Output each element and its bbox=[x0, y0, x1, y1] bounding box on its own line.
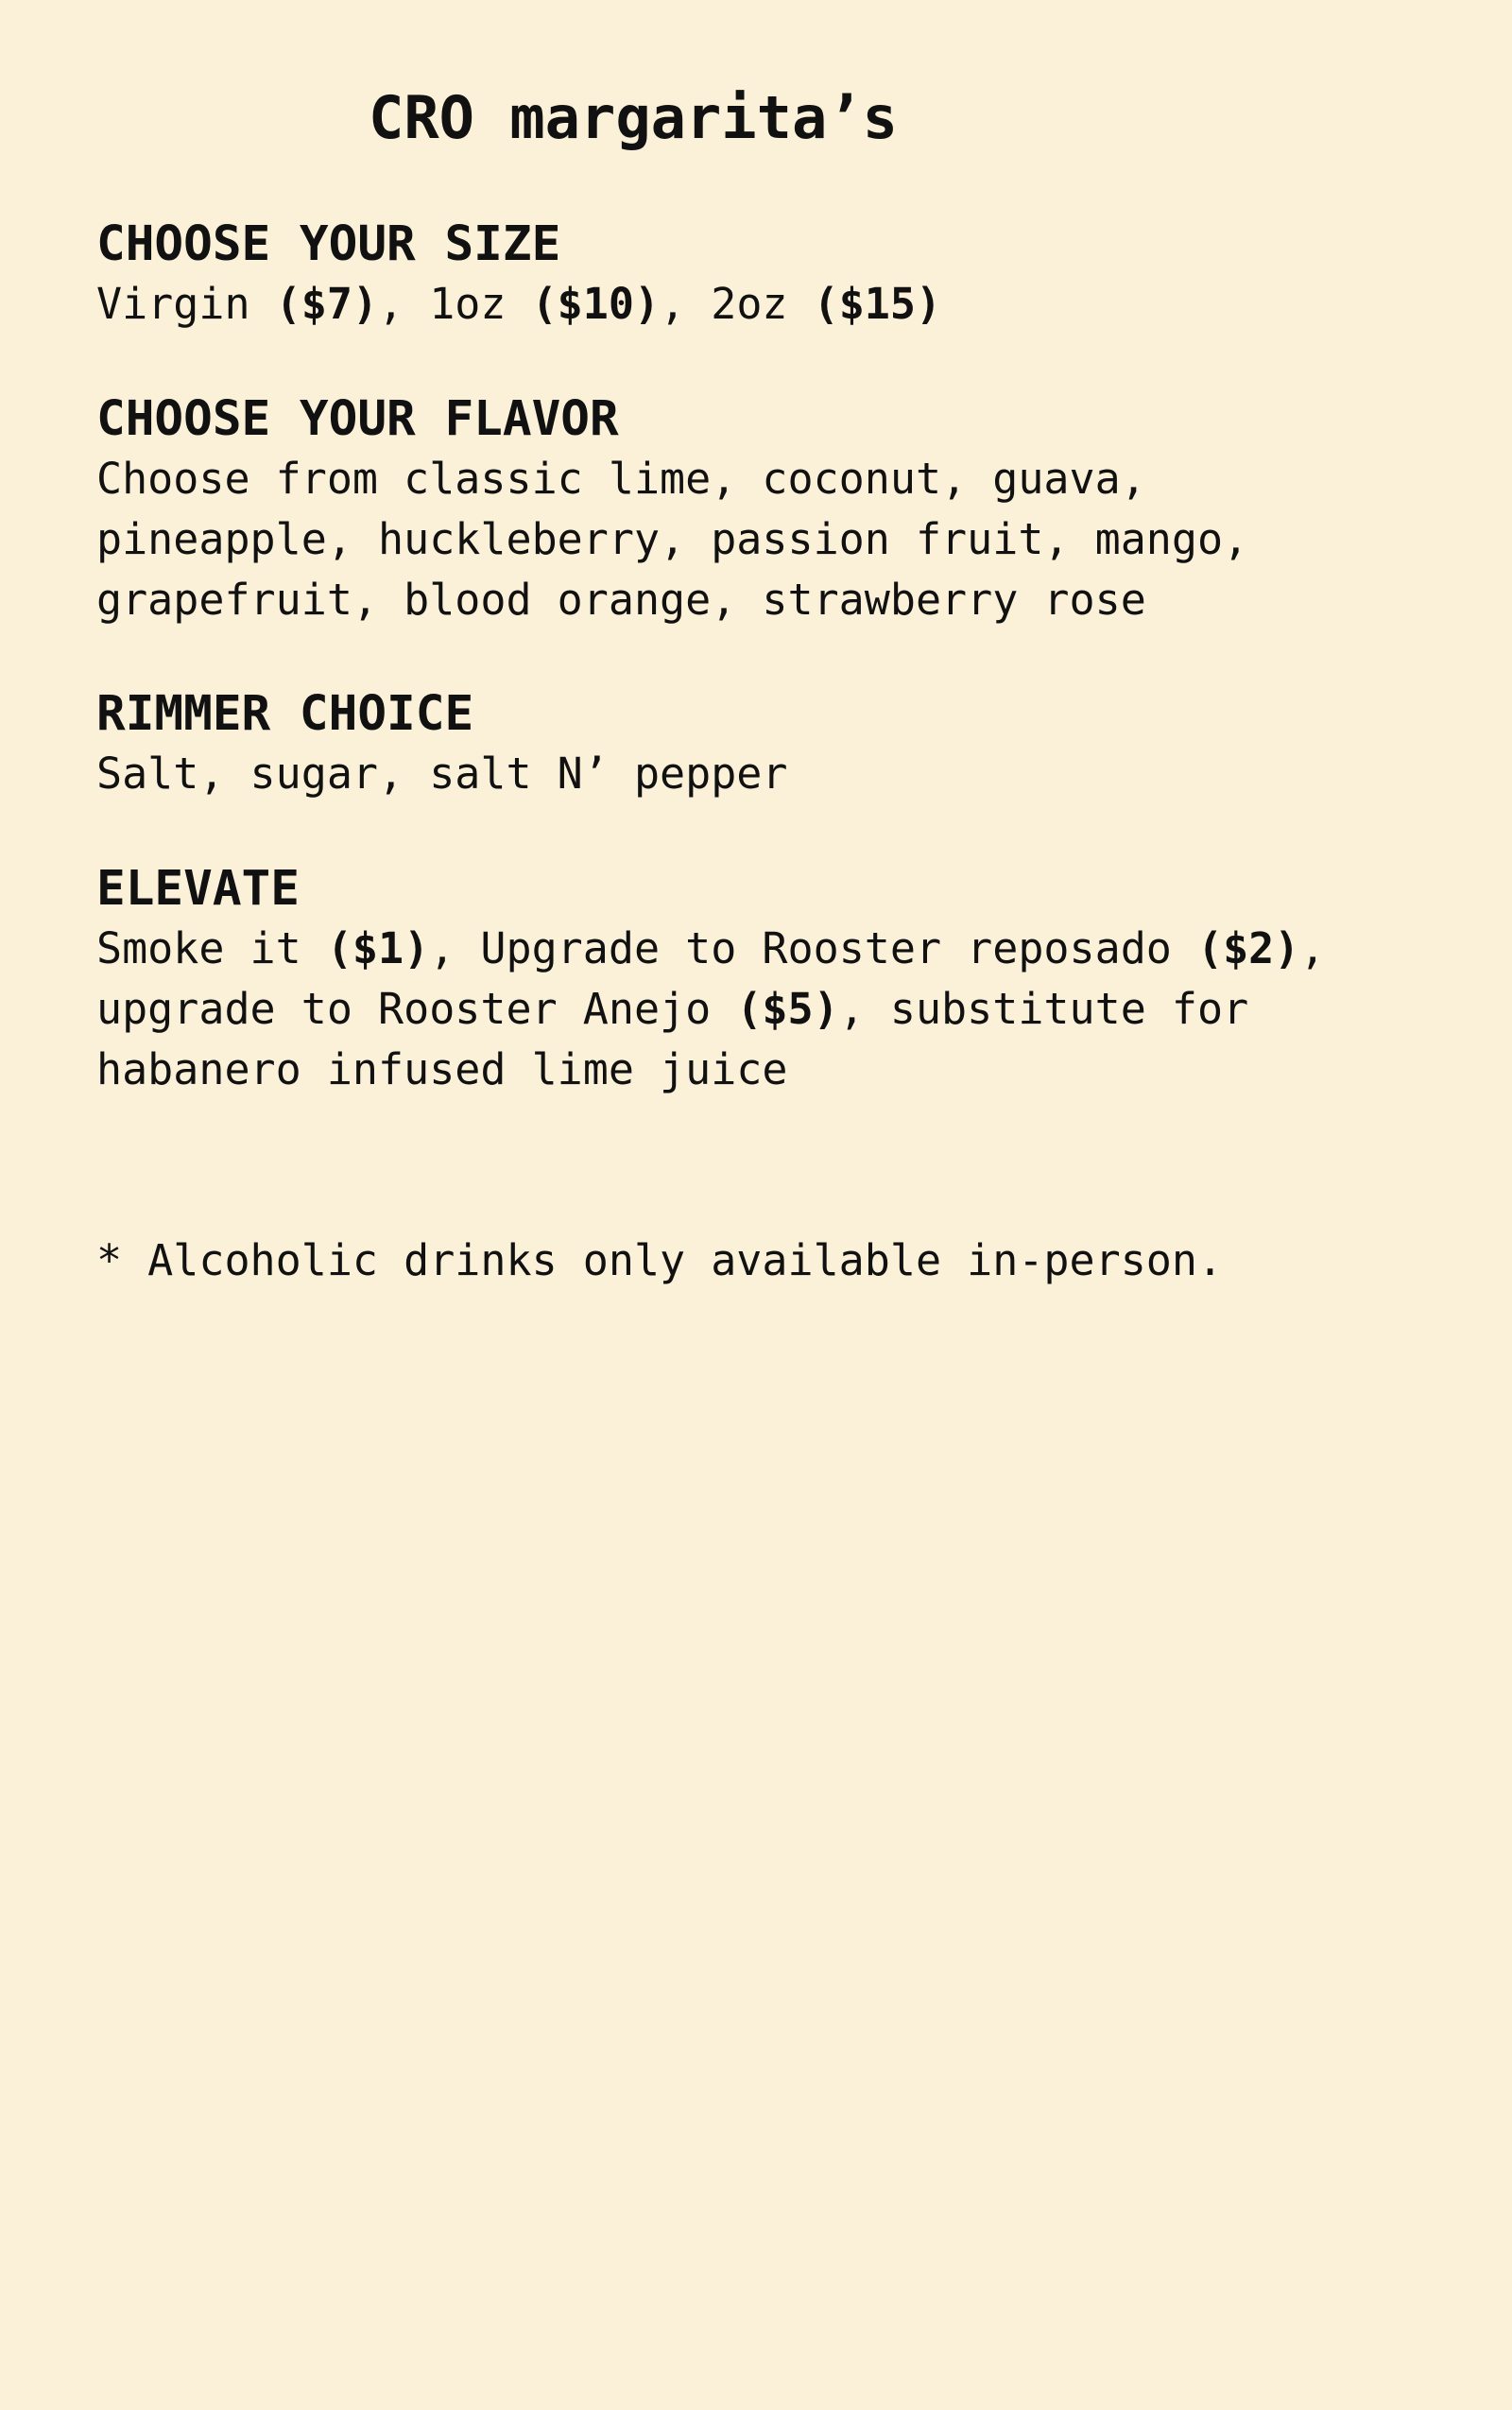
elevate-section bbox=[96, 860, 1325, 1100]
flavor-section bbox=[96, 390, 1248, 630]
elevate-price: ($1) bbox=[326, 923, 430, 973]
elevate-line bbox=[96, 979, 1325, 1040]
elevate-text: upgrade to Rooster Anejo bbox=[96, 984, 737, 1034]
size-option-price: ($7) bbox=[275, 279, 379, 329]
menu-title: CRO margarita’s bbox=[369, 83, 898, 152]
size-heading: CHOOSE YOUR SIZE bbox=[96, 216, 561, 272]
flavor-line: Choose from classic lime, coconut, guava, bbox=[96, 454, 1146, 504]
elevate-text: Smoke it bbox=[96, 923, 327, 973]
size-option-price: ($15) bbox=[813, 279, 942, 329]
size-option-price: ($10) bbox=[531, 279, 661, 329]
elevate-text: , Upgrade to Rooster reposado bbox=[429, 923, 1197, 973]
size-options bbox=[96, 274, 941, 335]
elevate-options bbox=[96, 919, 1325, 1100]
flavor-line: grapefruit, blood orange, strawberry rose bbox=[96, 575, 1146, 625]
elevate-line bbox=[96, 919, 1325, 979]
flavor-line: pineapple, huckleberry, passion fruit, mango, bbox=[96, 514, 1249, 564]
size-option-name: Virgin bbox=[96, 279, 276, 329]
flavor-list bbox=[96, 449, 1248, 630]
rimmer-section bbox=[96, 685, 788, 804]
flavor-heading: CHOOSE YOUR FLAVOR bbox=[96, 391, 619, 447]
rimmer-options: Salt, sugar, salt N’ pepper bbox=[96, 749, 788, 799]
size-option-name: , 1oz bbox=[378, 279, 532, 329]
elevate-text: , bbox=[1299, 923, 1326, 973]
elevate-line: habanero infused lime juice bbox=[96, 1044, 788, 1094]
elevate-price: ($2) bbox=[1197, 923, 1300, 973]
size-option-name: , 2oz bbox=[660, 279, 814, 329]
elevate-heading: ELEVATE bbox=[96, 861, 300, 917]
elevate-price: ($5) bbox=[736, 984, 839, 1034]
elevate-text: , substitute for bbox=[838, 984, 1249, 1034]
menu-page bbox=[96, 76, 1419, 1285]
rimmer-heading: RIMMER CHOICE bbox=[96, 686, 474, 742]
alcohol-footnote: * Alcoholic drinks only available in-person. bbox=[96, 1235, 1224, 1285]
size-section bbox=[96, 215, 941, 335]
